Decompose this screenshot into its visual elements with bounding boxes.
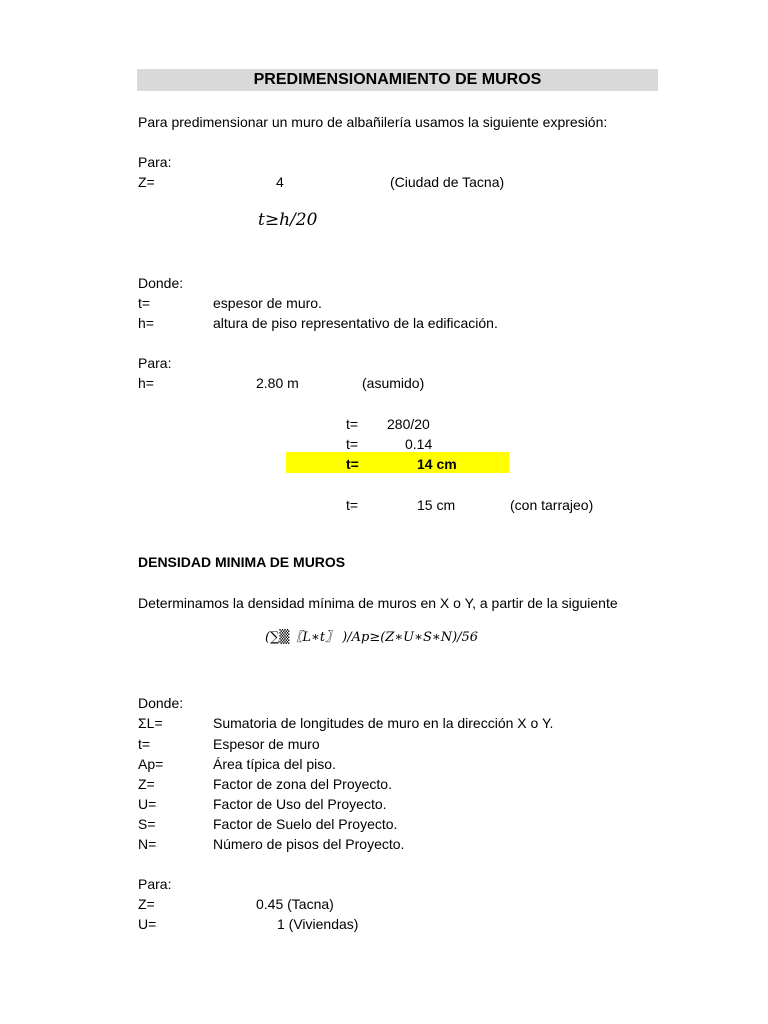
z-note: (Ciudad de Tacna) xyxy=(390,174,505,190)
def-description: Factor de zona del Proyecto. xyxy=(213,776,392,792)
def-description: altura de piso representativo de la edificación. xyxy=(213,315,498,331)
h-note: (asumido) xyxy=(362,375,425,391)
h-label: h= xyxy=(138,375,154,391)
factor-symbol: U= xyxy=(138,916,157,932)
h-value: 2.80 m xyxy=(256,375,299,391)
def-description: espesor de muro. xyxy=(213,295,322,311)
def-symbol: ΣL= xyxy=(138,715,163,731)
calc-value: 15 cm xyxy=(417,497,456,513)
calc-value: 0.14 xyxy=(405,436,433,452)
calc-value: 280/20 xyxy=(387,416,430,432)
donde-label: Donde: xyxy=(138,275,184,291)
calc-symbol-result: t= xyxy=(346,456,359,472)
para-label: Para: xyxy=(138,355,172,371)
factor-symbol: Z= xyxy=(138,896,155,912)
section-title: DENSIDAD MINIMA DE MUROS xyxy=(138,554,346,570)
def-symbol: h= xyxy=(138,315,154,331)
def-description: Sumatoria de longitudes de muro en la dirección X o Y. xyxy=(213,715,554,731)
def-symbol: N= xyxy=(138,836,157,852)
factor-value: 1 (Viviendas) xyxy=(277,916,359,932)
def-description: Espesor de muro xyxy=(213,736,320,752)
page-title: PREDIMENSIONAMIENTO DE MUROS xyxy=(137,69,658,91)
section-intro: Determinamos la densidad mínima de muros en X o Y, a partir de la siguiente xyxy=(138,595,618,611)
calc-symbol: t= xyxy=(346,497,359,513)
calc-symbol: t= xyxy=(346,436,359,452)
z-label: Z= xyxy=(138,174,155,190)
calc-note: (con tarrajeo) xyxy=(510,497,594,513)
formula-thickness: t≥h/20 xyxy=(258,210,318,230)
donde-label: Donde: xyxy=(138,695,184,711)
def-symbol: t= xyxy=(138,736,151,752)
calc-result-value: 14 cm xyxy=(417,456,457,472)
calc-symbol: t= xyxy=(346,416,359,432)
def-symbol: Z= xyxy=(138,776,155,792)
para-label: Para: xyxy=(138,876,172,892)
def-symbol: S= xyxy=(138,816,156,832)
def-description: Área típica del piso. xyxy=(213,756,336,772)
para-label: Para: xyxy=(138,154,172,170)
formula-density: (∑▒〖L∗t〗 )/Ap≥(Z∗U∗S∗N)/56 xyxy=(265,630,479,645)
intro-text: Para predimensionar un muro de albañilería usamos la siguiente expresión: xyxy=(138,114,608,130)
factor-value: 0.45 (Tacna) xyxy=(256,896,334,912)
def-description: Factor de Uso del Proyecto. xyxy=(213,796,387,812)
def-description: Factor de Suelo del Proyecto. xyxy=(213,816,398,832)
def-description: Número de pisos del Proyecto. xyxy=(213,836,405,852)
def-symbol: U= xyxy=(138,796,157,812)
result-highlight xyxy=(286,452,509,473)
def-symbol: t= xyxy=(138,295,151,311)
def-symbol: Ap= xyxy=(138,756,164,772)
z-value: 4 xyxy=(276,174,284,190)
